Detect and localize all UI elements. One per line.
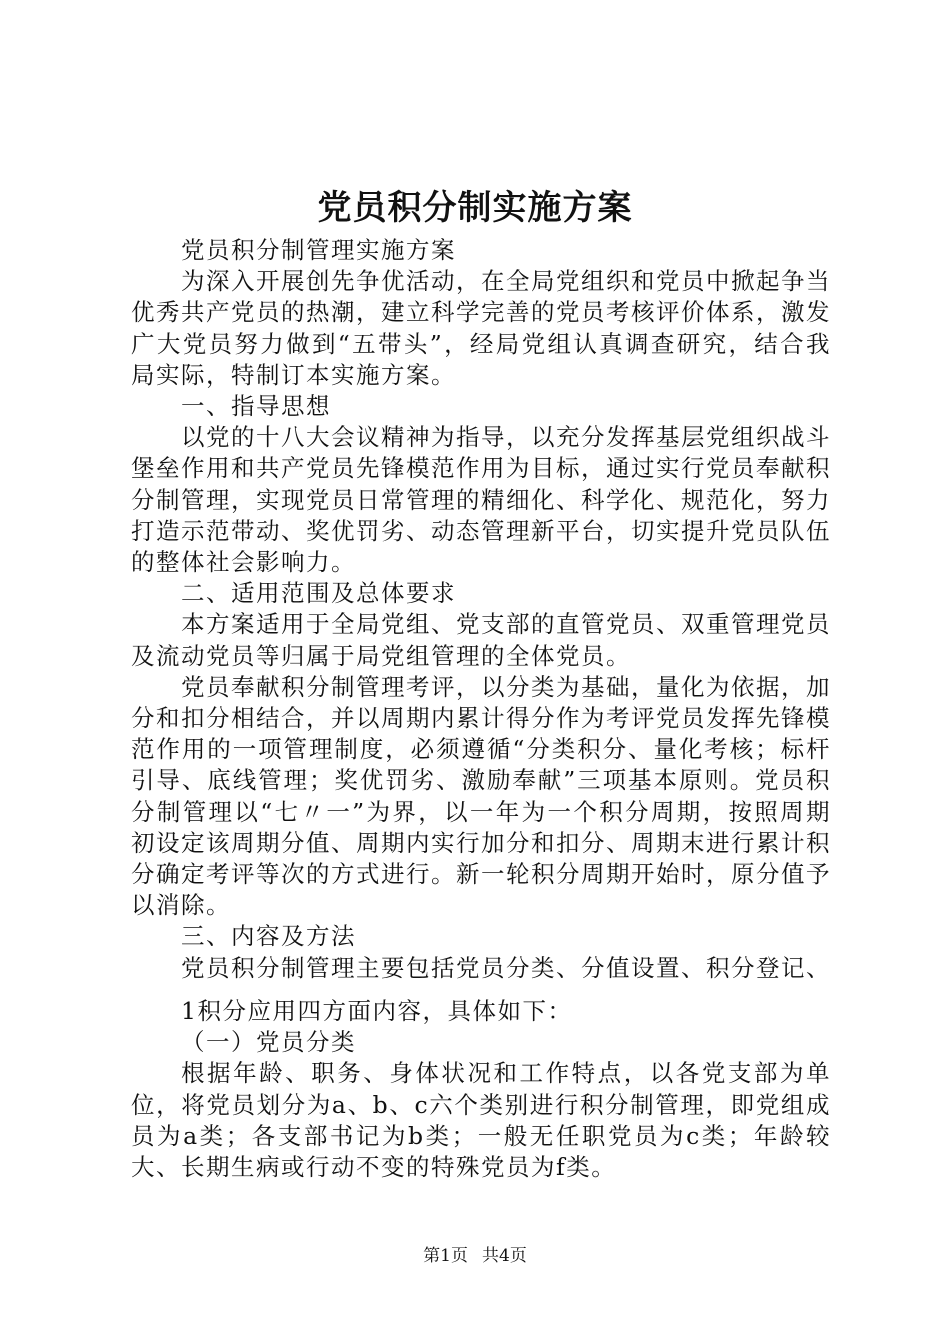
document-body-part2: [131, 996, 831, 1183]
page-number: 第1页: [423, 1246, 468, 1266]
guiding-thought-paragraph: 以党的十八大会议精神为指导，以充分发挥基层党组织战斗堡垒作用和共产党员先锋模范作用为目标，通过实行党员奉献积分制管理，实现党员日常管理的精细化、科学化、规范化，努力打造示范带动、奖优罚劣、动态管理新平台，切实提升党员队伍的整体社会影响力。: [131, 423, 831, 577]
content-method-paragraph-start: 党员积分制管理主要包括党员分类、分值设置、积分登记、: [181, 953, 831, 982]
section-heading-guiding-thought: 一、指导思想: [181, 392, 331, 421]
document-body-part1: [131, 235, 831, 984]
subtitle-paragraph: 党员积分制管理实施方案: [181, 236, 456, 264]
subsection-heading-classification: （一）党员分类: [181, 1028, 356, 1057]
classification-paragraph: 根据年龄、职务、身体状况和工作特点，以各党支部为单位，将党员划分为a、b、c六个类别进行积分制管理，即党组成员为a类；各支部书记为b类；一般无任职党员为c类；年龄较大、长期生病或行动不变的特殊党员为f类。: [131, 1059, 831, 1182]
scope-paragraph: 本方案适用于全局党组、党支部的直管党员、双重管理党员及流动党员等归属于局党组管理的全体党员。: [131, 610, 831, 670]
intro-paragraph: 为深入开展创先争优活动，在全局党组织和党员中掀起争当优秀共产党员的热潮，建立科学完善的党员考核评价体系，激发广大党员努力做到“五带头”，经局党组认真调查研究，结合我局实际，特制订本实施方案。: [131, 267, 831, 389]
page-total: 共4页: [482, 1246, 527, 1266]
document-title: 党员积分制实施方案: [317, 188, 633, 228]
page-footer: [0, 1244, 950, 1268]
content-method-paragraph-continued: 1积分应用四方面内容，具体如下：: [181, 997, 573, 1025]
principles-paragraph: 党员奉献积分制管理考评，以分类为基础，量化为依据，加分和扣分相结合，并以周期内累计得分作为考评党员发挥先锋模范作用的一项管理制度，必须遵循“分类积分、量化考核；标杆引导、底线管理；奖优罚劣、激励奉献”三项基本原则。党员积分制管理以“七〃一”为界，以一年为一个积分周期，按照周期初设定该周期分值、周期内实行加分和扣分、周期末进行累计积分确定考评等次的方式进行。新一轮积分周期开始时，原分值予以消除。: [131, 672, 831, 920]
section-heading-scope: 二、适用范围及总体要求: [181, 579, 456, 608]
section-heading-content-method: 三、内容及方法: [181, 922, 356, 951]
